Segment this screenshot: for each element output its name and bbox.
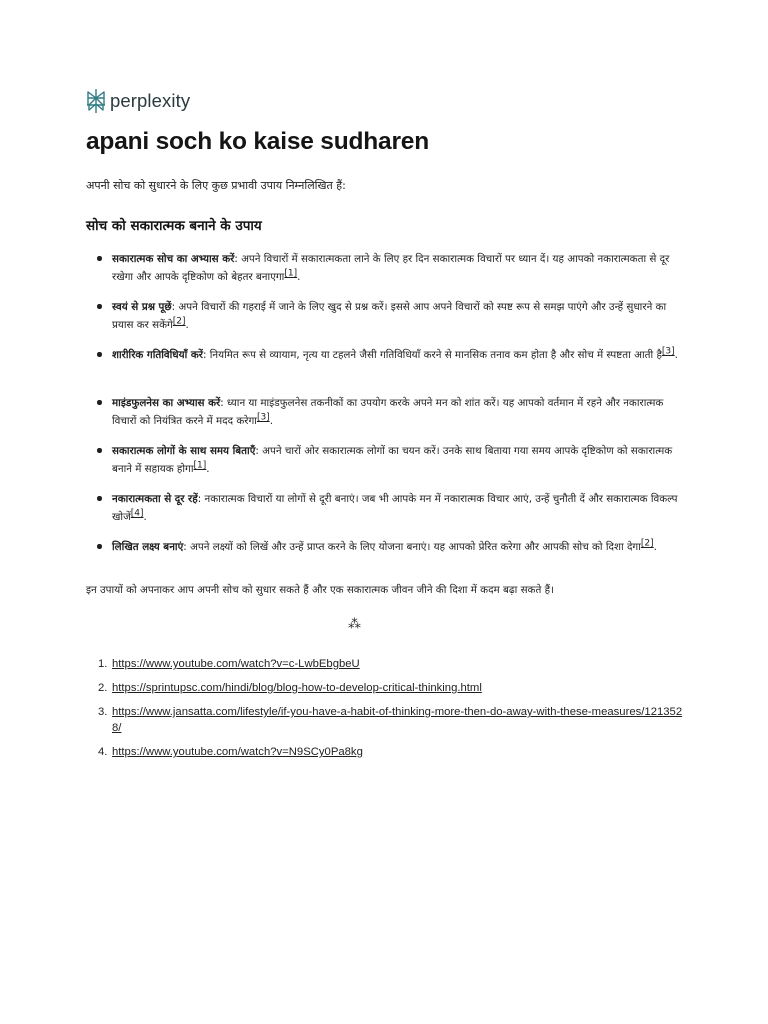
tip-text: : अपने चारों ओर सकारात्मक लोगों का चयन करें। उनके साथ बिताया गया समय आपके दृष्टिकोण को सकारात्मक बनाने में सहायक होगा bbox=[112, 445, 673, 475]
list-item bbox=[86, 538, 686, 586]
list-item bbox=[86, 442, 686, 490]
tip-text: : अपने विचारों की गहराई में जाने के लिए खुद से प्रश्न करें। इससे आप अपने विचारों को स्पष्ट रूप से समझ पाएंगे और उन्हें सुधारने का प्रयास कर सकेंगे bbox=[112, 301, 667, 331]
reference-item bbox=[86, 744, 686, 760]
tip-title: माइंडफुलनेस का अभ्यास करें bbox=[112, 397, 221, 409]
tip-end: . bbox=[143, 511, 147, 523]
reference-item bbox=[86, 680, 686, 696]
reference-number: 2. bbox=[98, 682, 108, 694]
reference-item bbox=[86, 656, 686, 672]
tips-list bbox=[86, 250, 686, 586]
section-heading: सोच को सकारात्मक बनाने के उपाय bbox=[86, 218, 262, 234]
citation-link[interactable]: [1] bbox=[193, 460, 207, 471]
reference-link[interactable]: https://www.youtube.com/watch?v=N9SCy0Pa8kg bbox=[112, 746, 363, 758]
tip-text: : नियमित रूप से व्यायाम, नृत्य या टहलने जैसी गतिविधियाँ करने से मानसिक तनाव कम होता है और सोच में स्पष्टता आती है bbox=[203, 349, 662, 361]
reference-link[interactable]: https://sprintupsc.com/hindi/blog/blog-how-to-develop-critical-thinking.html bbox=[112, 682, 482, 694]
tip-text: : नकारात्मक विचारों या लोगों से दूरी बनाएं। जब भी आपके मन में नकारात्मक विचार आएं, उन्हें चुनौती दें और सकारात्मक विकल्प खोजें bbox=[112, 493, 678, 523]
references-list bbox=[86, 656, 686, 768]
tip-end: . bbox=[674, 349, 678, 361]
citation-link[interactable]: [3] bbox=[661, 346, 675, 357]
logo-wordmark: perplexity bbox=[110, 90, 191, 111]
reference-item bbox=[86, 704, 686, 736]
list-item bbox=[86, 298, 686, 346]
tip-title: सकारात्मक लोगों के साथ समय बिताएँ bbox=[112, 445, 256, 457]
reference-number: 1. bbox=[98, 658, 108, 670]
tip-title: नकारात्मकता से दूर रहें bbox=[112, 493, 198, 505]
tip-end: . bbox=[653, 541, 657, 553]
reference-link[interactable]: https://www.jansatta.com/lifestyle/if-you-have-a-habit-of-thinking-more-then-do-away-with-these-measures/1213528/ bbox=[112, 706, 683, 734]
citation-link[interactable]: [2] bbox=[640, 538, 654, 549]
tip-end: . bbox=[269, 415, 273, 427]
tip-end: . bbox=[297, 271, 301, 283]
conclusion-text: इन उपायों को अपनाकर आप अपनी सोच को सुधार सकते हैं और एक सकारात्मक जीवन जीने की दिशा में कदम बढ़ा सकते हैं। bbox=[86, 584, 554, 596]
list-item bbox=[86, 250, 686, 298]
tip-title: स्वयं से प्रश्न पूछें bbox=[112, 301, 172, 313]
perplexity-logo bbox=[86, 88, 190, 114]
citation-link[interactable]: [1] bbox=[284, 268, 298, 279]
tip-text: : अपने लक्ष्यों को लिखें और उन्हें प्राप्त करने के लिए योजना बनाएं। यह आपको प्रेरित करेगा और आपकी सोच को दिशा देगा bbox=[183, 541, 641, 553]
list-item bbox=[86, 394, 686, 442]
tip-end: . bbox=[206, 463, 210, 475]
tip-text: : ध्यान या माइंडफुलनेस तकनीकों का उपयोग करके अपने मन को शांत करें। यह आपको वर्तमान में रहने और नकारात्मक विचारों को नियंत्रित करने में मदद करेगा bbox=[112, 397, 664, 427]
intro-text: अपनी सोच को सुधारने के लिए कुछ प्रभावी उपाय निम्नलिखित हैं: bbox=[86, 179, 346, 192]
citation-link[interactable]: [3] bbox=[256, 412, 270, 423]
list-item bbox=[86, 490, 686, 538]
list-item bbox=[86, 346, 686, 394]
reference-link[interactable]: https://www.youtube.com/watch?v=c-LwbEbgbeU bbox=[112, 658, 360, 670]
tip-title: सकारात्मक सोच का अभ्यास करें bbox=[112, 253, 235, 265]
tip-title: शारीरिक गतिविधियाँ करें bbox=[112, 349, 203, 361]
page-title: apani soch ko kaise sudharen bbox=[86, 128, 429, 155]
tip-text: : अपने विचारों में सकारात्मकता लाने के लिए हर दिन सकारात्मक विचारों पर ध्यान दें। यह आपको नकारात्मकता से दूर रखेगा और आपके दृष्टिकोण को बेहतर बनाएगा bbox=[112, 253, 670, 283]
citation-link[interactable]: [4] bbox=[130, 508, 144, 519]
tip-end: . bbox=[185, 319, 189, 331]
tip-title: लिखित लक्ष्य बनाएं bbox=[112, 541, 184, 553]
perplexity-logo-icon bbox=[86, 88, 106, 114]
reference-number: 4. bbox=[98, 746, 108, 758]
citation-link[interactable]: [2] bbox=[172, 316, 186, 327]
reference-number: 3. bbox=[98, 706, 108, 718]
section-divider: ⁂ bbox=[348, 617, 361, 632]
